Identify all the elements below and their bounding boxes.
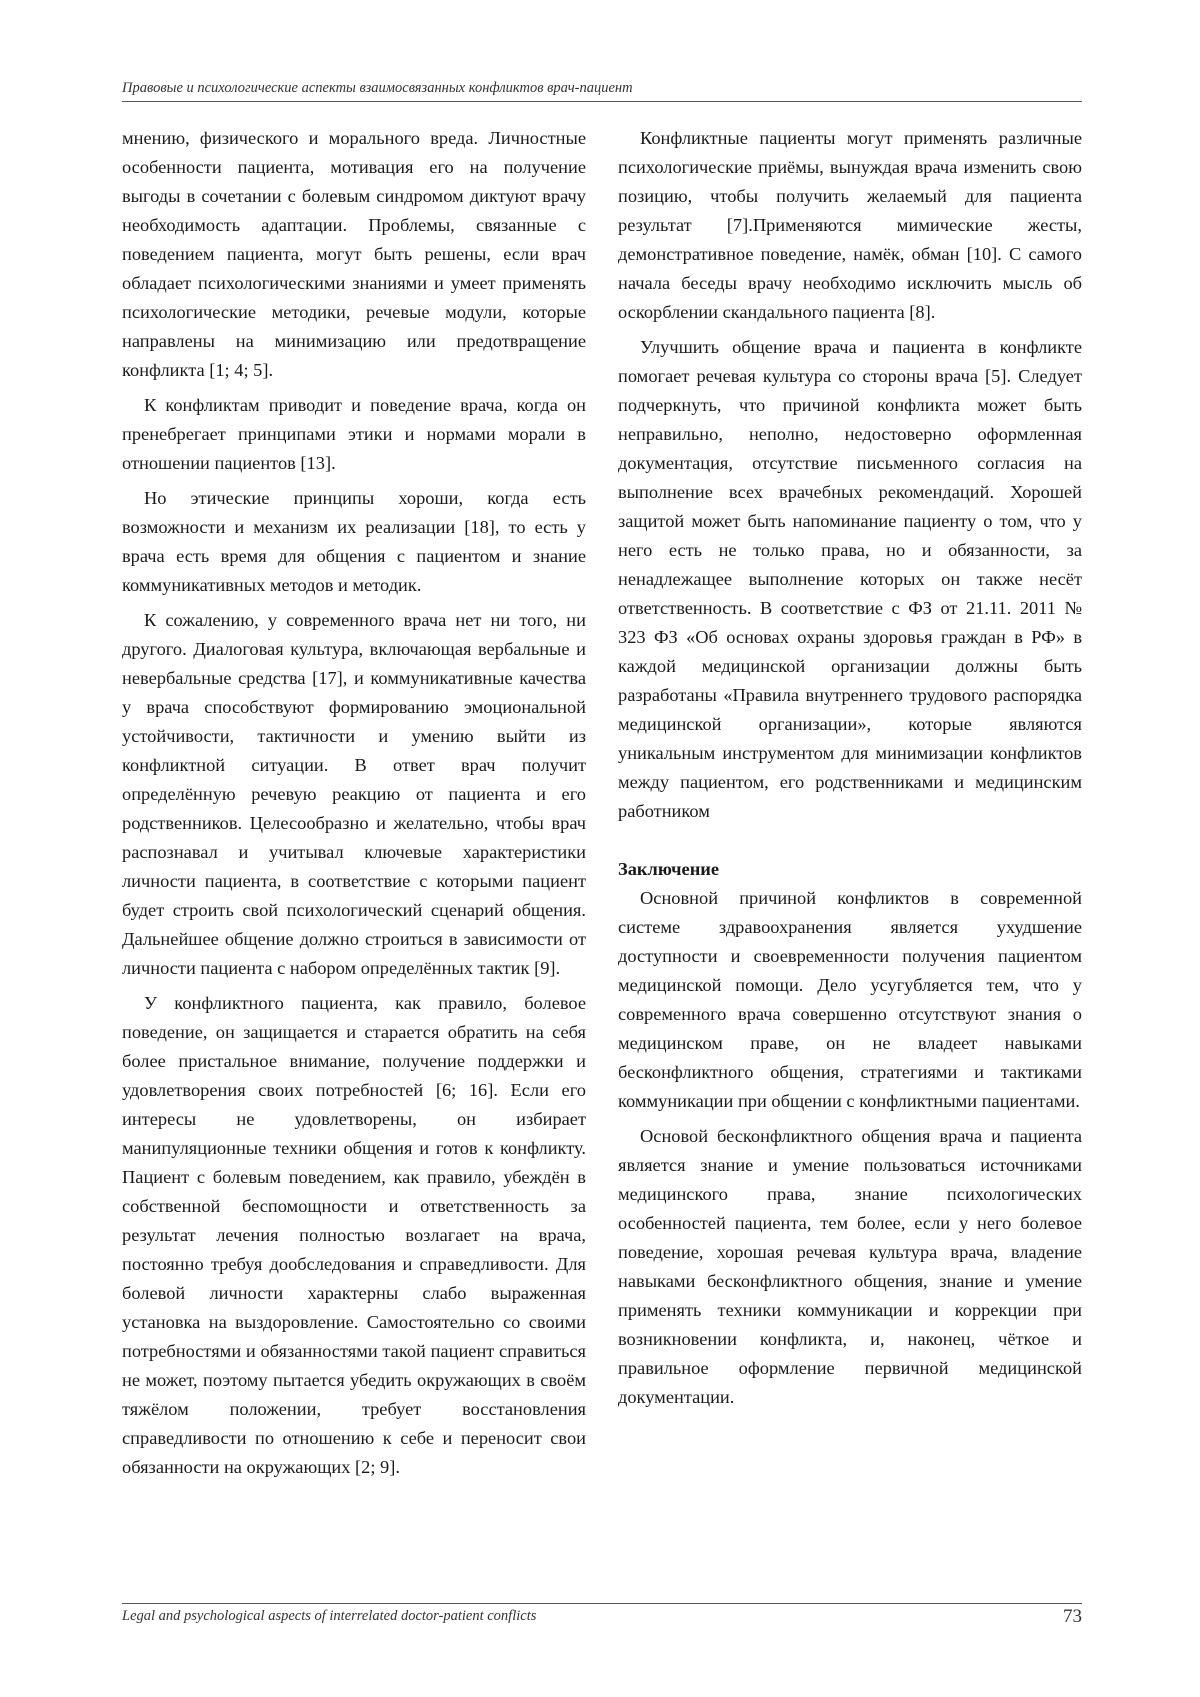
paragraph: Но этические принципы хороши, когда есть возможности и механизм их реализации [18], то есть у врача есть время для общения с пациентом и знание коммуникативных методов и методик. xyxy=(122,488,586,595)
page-number: 73 xyxy=(1063,1606,1082,1627)
paragraph: К конфликтам приводит и поведение врача, когда он пренебрегает принципами этики и нормами морали в отношении пациентов [13]. xyxy=(122,395,586,473)
paragraph: К сожалению, у современного врача нет ни того, ни другого. Диалоговая культура, включающая вербальные и невербальные средства [17], и коммуникативные качества у врача способствуют формированию эмоциональной устойчивости, тактичности и умению выйти из конфликтной ситуации. В ответ врач получит определённую речевую реакцию от пациента и его родственников. Целесообразно и желательно, чтобы врач распознавал и учитывал ключевые характеристики личности пациента, в соответствие с которыми пациент будет строить свой психологический сценарий общения. Дальнейшее общение должно строиться в зависимости от личности пациента с набором определённых тактик [9]. xyxy=(122,610,586,978)
right-column xyxy=(618,124,1082,1418)
paragraph: Основной причиной конфликтов в современной системе здравоохранения является ухудшение доступности и своевременности получения пациентом медицинской помощи. Дело усугубляется тем, что у современного врача совершенно отсутствуют знания о медицинском праве, он не владеет навыками бесконфликтного общения, стратегиями и тактиками коммуникации при общении с конфликтными пациентами. xyxy=(618,888,1082,1111)
paragraph: Улучшить общение врача и пациента в конфликте помогает речевая культура со стороны врача [5]. Следует подчеркнуть, что причиной конфликта может быть неправильно, неполно, недостоверно оформленная документация, отсутствие письменного согласия на выполнение всех врачебных рекомендаций. Хорошей защитой может быть напоминание пациенту о том, что у него есть не только права, но и обязанности, за ненадлежащее выполнение которых он также несёт ответственность. В соответствие с ФЗ от 21.11. 2011 № 323 ФЗ «Об основах охраны здоровья граждан в РФ» в каждой медицинской организации должны быть разработаны «Правила внутреннего трудового распорядка медицинской организации», которые являются уникальным инструментом для минимизации конфликтов между пациентом, его родственниками и медицинским работником xyxy=(618,337,1082,821)
paragraph: Конфликтные пациенты могут применять различные психологические приёмы, вынуждая врача изменить свою позицию, чтобы получить желаемый для пациента результат [7].Применяются мимические жесты, демонстративное поведение, намёк, обман [10]. С самого начала беседы врачу необходимо исключить мысль об оскорблении скандального пациента [8]. xyxy=(618,128,1082,322)
running-head: Правовые и психологические аспекты взаимосвязанных конфликтов врач-пациент xyxy=(122,80,1082,102)
section-title-conclusion: Заключение xyxy=(618,859,720,879)
page-footer xyxy=(122,1603,1082,1625)
paragraph: У конфликтного пациента, как правило, болевое поведение, он защищается и старается обратить на себя более пристальное внимание, получение поддержки и удовлетворения своих потребностей [6; 16]. Если его интересы не удовлетворены, он избирает манипуляционные техники общения и готов к конфликту. Пациент с болевым поведением, как правило, убеждён в собственной беспомощности и ответственность за результат лечения полностью возлагает на врача, постоянно требуя дообследования и справедливости. Для болевой личности характерны слабо выраженная установка на выздоровление. Самостоятельно со своими потребностями и обязанностями такой пациент справиться не может, поэтому пытается убедить окружающих в своём тяжёлом положении, требует восстановления справедливости по отношению к себе и переносит свои обязанности на окружающих [2; 9]. xyxy=(122,993,586,1477)
paragraph: мнению, физического и морального вреда. Личностные особенности пациента, мотивация его на получение выгоды в сочетании с болевым синдромом диктуют врачу необходимость адаптации. Проблемы, связанные с поведением пациента, могут быть решены, если врач обладает психологическими знаниями и умеет применять психологические методики, речевые модули, которые направлены на минимизацию или предотвращение конфликта [1; 4; 5]. xyxy=(122,128,586,380)
paragraph: Основой бесконфликтного общения врача и пациента является знание и умение пользоваться источниками медицинского права, знание психологических особенностей пациента, тем более, если у него болевое поведение, хорошая речевая культура врача, владение навыками бесконфликтного общения, знание и умение применять техники коммуникации и коррекции при возникновении конфликта, и, наконец, чёткое и правильное оформление первичной медицинской документации. xyxy=(618,1126,1082,1407)
footer-title: Legal and psychological aspects of interrelated doctor-patient conflicts xyxy=(122,1608,537,1624)
left-column xyxy=(122,124,586,1488)
